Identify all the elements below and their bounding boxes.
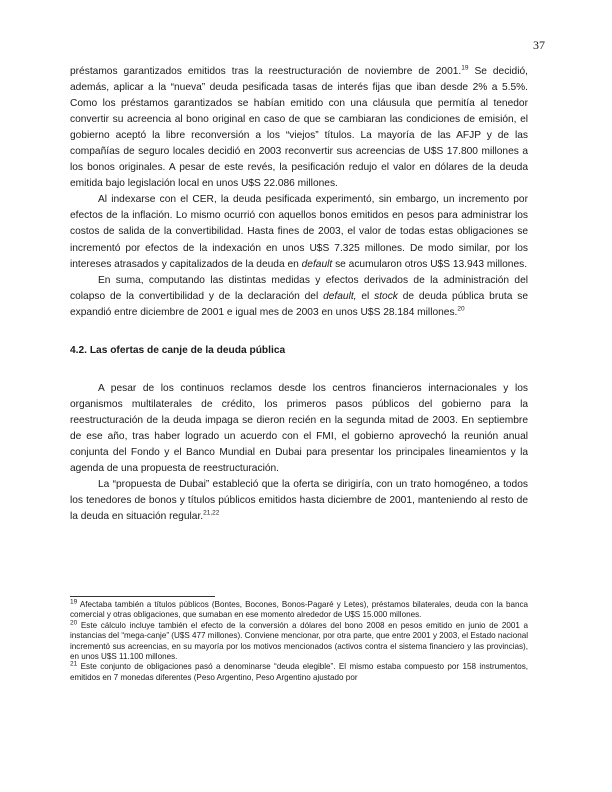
section-heading: 4.2. Las ofertas de canje de la deuda pública <box>70 344 286 356</box>
paragraph-3-italic-a: default, <box>323 290 357 302</box>
footnote-text: Afectaba también a títulos públicos (Bontes, Bocones, Bonos-Pagaré y Letes), préstamos bilaterales, deuda con la banca comercial y otras obligaciones, que sumaban en ese momento alrededor de U$S 15.000 millones. <box>70 600 528 620</box>
paragraph-3-text-a: En suma, computando las distintas medidas y efectos derivados de la administración del colapso de la convertibilidad y de la declaración del <box>70 274 528 302</box>
paragraph-3-text-b: el <box>356 290 375 302</box>
paragraph-1-text-a: préstamos garantizados emitidos tras la reestructuración de noviembre de 2001. <box>70 66 462 77</box>
section-paragraph-1-text: A pesar de los continuos reclamos desde los centros financieros internacionales y los organismos multilaterales de crédito, los primeros pasos públicos del gobierno para la reestructuración de la deuda impaga se dieron recién en la segunda mitad de 2003. En septiembre de ese año, tras haber logrado un acuerdo con el FMI, el gobierno aprovechó la reunión anual conjunta del Fondo y el Banco Mundial en Dubai para presentar los principales lineamientos y la agenda de una propuesta de reestructuración. <box>70 382 528 475</box>
footnotes <box>70 600 528 683</box>
paragraph-2-text-a: Al indexarse con el CER, la deuda pesificada experimentó, sin embargo, un incremento por efectos de la inflación. Lo mismo ocurrió con aquellos bonos emitidos en pesos para administrar los costos de salida de la convertibilidad. Hasta fines de 2003, el valor de todas estas obligaciones se incrementó por efectos de la indexación en unos U$S 7.325 millones. De modo similar, por los intereses atrasados y capitalizados de la deuda en <box>70 194 528 270</box>
footnote-19 <box>70 600 528 621</box>
footnote-ref-21-22[interactable]: 21,22 <box>203 509 220 517</box>
footnote-text: Este cálculo incluye también el efecto de la conversión a dólares del bono 2008 en pesos emitido en junio de 2001 a instancias del “mega-canje” (U$S 477 millones). Conviene mencionar, por otra parte, que entre 2001 y 2003, el Estado nacional incrementó sus acreencias, en su mayoría por los motivos mencionados (activos contra el sistema financiero y las provincias), en unos U$S 11.100 millones. <box>70 620 528 662</box>
body-text <box>70 64 528 525</box>
footnote-20 <box>70 621 528 663</box>
footnote-divider <box>70 596 215 597</box>
paragraph-3 <box>70 273 528 321</box>
paragraph-1 <box>70 64 528 192</box>
section-paragraph-1 <box>70 381 528 477</box>
footnote-text: Este conjunto de obligaciones pasó a denominarse “deuda elegible”. El mismo estaba compuesto por 158 instrumentos, emitidos en 7 monedas diferentes (Peso Argentino, Peso Argentino ajustado por <box>70 662 528 682</box>
paragraph-3-text-c: de deuda pública bruta se expandió entre diciembre de 2001 e igual mes de 2003 en unos U$S 28.184 millones. <box>70 290 528 318</box>
section-paragraph-2 <box>70 477 528 525</box>
footnote-21 <box>70 662 528 683</box>
paragraph-2-text-b: se acumularon otros U$S 13.943 millones. <box>332 258 528 270</box>
paragraph-3-italic-b: stock <box>374 290 398 302</box>
footnote-number: 19 <box>70 598 78 606</box>
page-number: 37 <box>533 38 545 52</box>
paragraph-2 <box>70 192 528 272</box>
footnote-ref-19[interactable]: 19 <box>461 64 469 72</box>
section-paragraph-2-text: La “propuesta de Dubai” estableció que la oferta se dirigiría, con un trato homogéneo, a todos los tenedores de bonos y títulos públicos emitidos hasta diciembre de 2001, manteniendo al resto de la deuda en situación regular. <box>70 479 528 523</box>
footnote-ref-20[interactable]: 20 <box>457 305 465 313</box>
paragraph-2-italic: default <box>301 258 333 270</box>
footnote-number: 20 <box>70 619 78 627</box>
paragraph-1-text-b: Se decidió, además, aplicar a la “nueva” deuda pesificada tasas de interés fijas que iban desde 2% a 5.5%. Como los préstamos garantizados se habían emitido con una cláusula que permitía al tenedor convertir su acreencia al bono original en caso de que se cambiaran las condiciones de emisión, el gobierno aceptó la libre reconversión a los “viejos” títulos. La mayoría de las AFJP y de las compañías de seguro locales decidió en 2003 reconvertir sus acreencias de U$S 17.800 millones a los bonos originales. A pesar de este revés, la pesificación redujo el valor en dólares de la deuda emitida bajo legislación local en unos U$S 22.086 millones. <box>70 66 528 190</box>
footnote-number: 21 <box>70 660 78 668</box>
